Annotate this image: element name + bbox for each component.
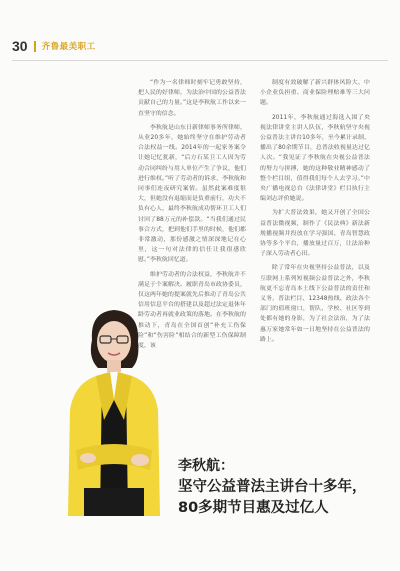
headline-line: 坚守公益普法主讲台十多年， xyxy=(178,479,367,495)
page-header xyxy=(12,38,96,54)
paragraph: 制度有效破解了新兴群体风险大、中小企业负担重、商业保险理赔难等三大问题。 xyxy=(260,80,370,107)
headline-name: 李秋航： xyxy=(178,458,234,474)
section-title: 齐鲁最美职工 xyxy=(41,42,96,52)
text-column-right xyxy=(260,78,370,349)
paragraph: 维护劳动者的合法权益，李秋航并不满足于个案解决。履职青岛市政协委员，仅这两年她的提案就先后推动了青岛公共信用信息平台的搭建以及超过法定退休年龄劳动者再就业政策的落地。在李秋航的推动下，青岛在全国首创“补充工伤保险”和“伤害险”相结合的新型工伤保障制度，该 xyxy=(138,271,246,350)
portrait-photo xyxy=(54,300,172,516)
paragraph: 2011年，李秋航通过海选入围了央视法律讲堂主讲人队伍，李秋航坚守央视公益普法主讲台10多年，至今累计录制、播出了80余期节目，总普法收视量达过亿人次。“我见证了李秋航在央视公益普法的努力与拼搏，她的这种敬业精神感动了整个栏目组，值得我们每个人去学习。”中央广播电视总台《法律讲堂》栏目执行主编刘志评价她说。 xyxy=(260,114,370,203)
paragraph: “作为一名律师时刻牢记勇敢坚持，把人民的好律师，为法治中国的公益普法贡献自己的力量。”这是李秋航工作以来一直坚守的信念。 xyxy=(138,80,246,117)
page-number: 30 xyxy=(12,38,28,54)
paragraph: 除了常年在央视坚持公益普法，以及互联网上系列短视频公益普法之外，李秋航更不忘青岛本土线下公益普法的责任和义务，普法栏目、12348热线、政法各个部门的值班窗口，帮队、学校、社区等到处都有她的身影，为了社会法治，为了法惠万家她常年如一日地坚持在公益普法的路上。 xyxy=(260,265,370,343)
paragraph: 为扩大普法效果，她又开创了全国公益普法微视频，制作了《民法典》新法新规播视频并投放在学习强国、青岛智慧政协等多个平台，播放量过百万，让法治种子深入劳动者心田。 xyxy=(260,210,370,258)
header-divider xyxy=(34,41,36,52)
headline-line: 80多期节目惠及过亿人 xyxy=(178,500,329,516)
header-rule xyxy=(12,60,388,61)
headline-block xyxy=(178,455,388,519)
paragraph: 李秋航是山东日新律师事务所律师，从业20多年，她始终坚守在维护劳动者合法权益一线。2014年的一起家务案令让她记忆犹新，“后方石某卫工人因为劳动合同纠纷与用人单位产生了争议，他们进行维权。”听了劳动者的诉求，李秋航和同事们连夜研究案情。虽然此案难度很大，但她没有退缩而是负重前行，功夫不负有心人，最终李秋航成功帮环卫工人们讨回了88万元的补偿款。“当我们通过民事合方式，把到他们手里的时候，他们都非常激动，那份感激之情深深地记在心里，这一句对法律的信任让我很感欣慰。”李秋航回忆道。 xyxy=(138,124,246,264)
